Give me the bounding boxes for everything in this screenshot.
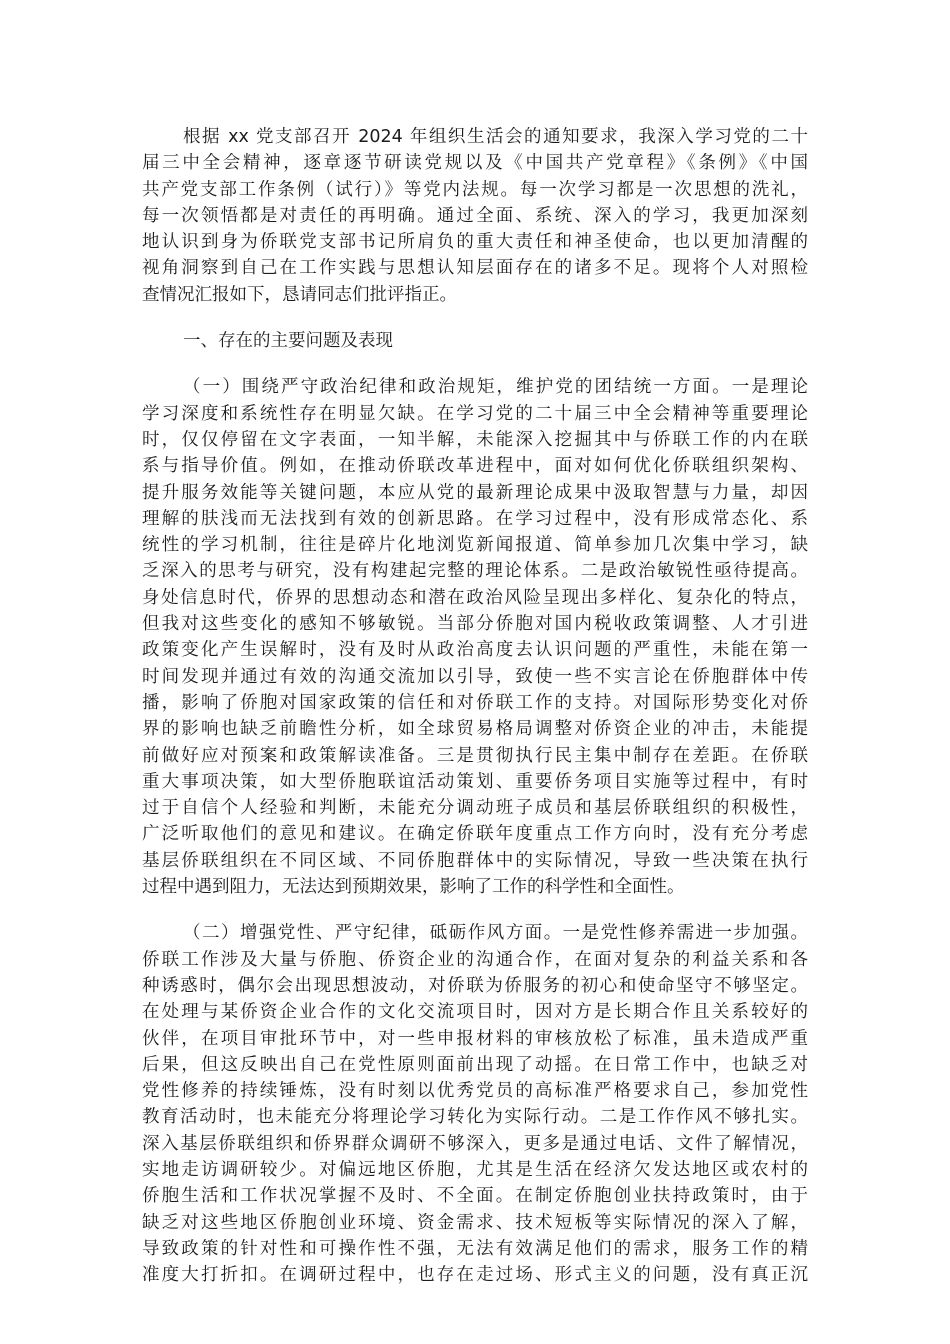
text-line: （一）围绕严守政治纪律和政治规矩，维护党的团结统一方面。一是理论	[183, 377, 808, 398]
text-line: （二）增强党性、严守纪律，砥砺作风方面。一是党性修养需进一步加强。	[183, 923, 808, 944]
text-line: 播，影响了侨胞对国家政策的信任和对侨联工作的支持。对国际形势变化对侨	[142, 692, 808, 713]
text-line: 根据 xx 党支部召开 2024 年组织生活会的通知要求，我深入学习党的二十	[183, 127, 808, 147]
text-line: 过于自信个人经验和判断，未能充分调动班子成员和基层侨联组织的积极性，	[142, 798, 808, 819]
text-line: 统性的学习机制，往往是碎片化地浏览新闻报道、简单参加几次集中学习，缺	[142, 535, 808, 556]
text-line: 侨联工作涉及大量与侨胞、侨资企业的沟通合作，在面对复杂的利益关系和各	[142, 949, 808, 970]
text-line: 视角洞察到自己在工作实践与思想认知层面存在的诸多不足。现将个人对照检	[142, 258, 808, 279]
text-line: 学习深度和系统性存在明显欠缺。在学习党的二十届三中全会精神等重要理论	[142, 403, 808, 424]
text-line: 系与指导价值。例如，在推动侨联改革进程中，面对如何优化侨联组织架构、	[142, 456, 808, 477]
text-line: 时，仅仅停留在文字表面，一知半解，未能深入挖掘其中与侨联工作的内在联	[142, 429, 808, 450]
text-line: 教育活动时，也未能充分将理论学习转化为实际行动。二是工作作风不够扎实。	[142, 1107, 808, 1128]
text-line: 前做好应对预案和政策解读准备。三是贯彻执行民主集中制存在差距。在侨联	[142, 745, 808, 766]
document-page	[142, 124, 808, 1308]
text-line: 伙伴，在项目审批环节中，对一些申报材料的审核放松了标准，虽未造成严重	[142, 1028, 808, 1049]
text-line: 政策变化产生误解时，没有及时从政治高度去认识问题的严重性，未能在第一	[142, 640, 808, 661]
text-line: 乏深入的思考与研究，没有构建起完整的理论体系。二是政治敏锐性亟待提高。	[142, 561, 808, 582]
text-line: 提升服务效能等关键问题，本应从党的最新理论成果中汲取智慧与力量，却因	[142, 482, 808, 503]
intro-paragraph	[142, 124, 808, 308]
section-heading-text: 一、存在的主要问题及表现	[183, 331, 393, 352]
text-line: 后果，但这反映出自己在党性原则面前出现了动摇。在日常工作中，也缺乏对	[142, 1054, 808, 1075]
text-line: 重大事项决策，如大型侨胞联谊活动策划、重要侨务项目实施等过程中，有时	[142, 771, 808, 792]
text-line: 地认识到身为侨联党支部书记所肩负的重大责任和神圣使命，也以更加清醒的	[142, 232, 808, 253]
text-line: 查情况汇报如下，恳请同志们批评指正。	[142, 284, 457, 305]
text-line: 导致政策的针对性和可操作性不强，无法有效满足他们的需求，服务工作的精	[142, 1238, 808, 1259]
text-line: 身处信息时代，侨界的思想动态和潜在政治风险呈现出多样化、复杂化的特点，	[142, 587, 808, 608]
text-line: 党性修养的持续锤炼，没有时刻以优秀党员的高标准严格要求自己，参加党性	[142, 1081, 808, 1102]
section-heading	[142, 328, 808, 354]
text-line: 准度大打折扣。在调研过程中，也存在走过场、形式主义的问题，没有真正沉	[142, 1265, 808, 1286]
text-line: 广泛听取他们的意见和建议。在确定侨联年度重点工作方向时，没有充分考虑	[142, 824, 808, 845]
text-line: 理解的肤浅而无法找到有效的创新思路。在学习过程中，没有形成常态化、系	[142, 508, 808, 529]
text-line: 基层侨联组织在不同区域、不同侨胞群体中的实际情况，导致一些决策在执行	[142, 850, 808, 871]
text-line: 在处理与某侨资企业合作的文化交流项目时，因对方是长期合作且关系较好的	[142, 1002, 808, 1023]
subsection-paragraph-1	[142, 374, 808, 900]
text-line: 但我对这些变化的感知不够敏锐。当部分侨胞对国内税收政策调整、人才引进	[142, 614, 808, 635]
text-line: 界的影响也缺乏前瞻性分析，如全球贸易格局调整对侨资企业的冲击，未能提	[142, 719, 808, 740]
text-line: 深入基层侨联组织和侨界群众调研不够深入，更多是通过电话、文件了解情况，	[142, 1133, 808, 1154]
text-line: 共产党支部工作条例（试行）》等党内法规。每一次学习都是一次思想的洗礼，	[142, 179, 808, 200]
text-line: 种诱惑时，偶尔会出现思想波动，对侨联为侨服务的初心和使命坚守不够坚定。	[142, 975, 808, 996]
text-line: 过程中遇到阻力，无法达到预期效果，影响了工作的科学性和全面性。	[142, 877, 685, 898]
text-line: 侨胞生活和工作状况掌握不及时、不全面。在制定侨胞创业扶持政策时，由于	[142, 1186, 808, 1207]
text-line: 时间发现并通过有效的沟通交流加以引导，致使一些不实言论在侨胞群体中传	[142, 666, 808, 687]
text-line: 缺乏对这些地区侨胞创业环境、资金需求、技术短板等实际情况的深入了解，	[142, 1212, 808, 1233]
text-line: 届三中全会精神，逐章逐节研读党规以及《中国共产党章程》《条例》《中国	[142, 153, 808, 174]
subsection-paragraph-2	[142, 920, 808, 1288]
text-line: 实地走访调研较少。对偏远地区侨胞，尤其是生活在经济欠发达地区或农村的	[142, 1159, 808, 1180]
text-line: 每一次领悟都是对责任的再明确。通过全面、系统、深入的学习，我更加深刻	[142, 205, 808, 226]
